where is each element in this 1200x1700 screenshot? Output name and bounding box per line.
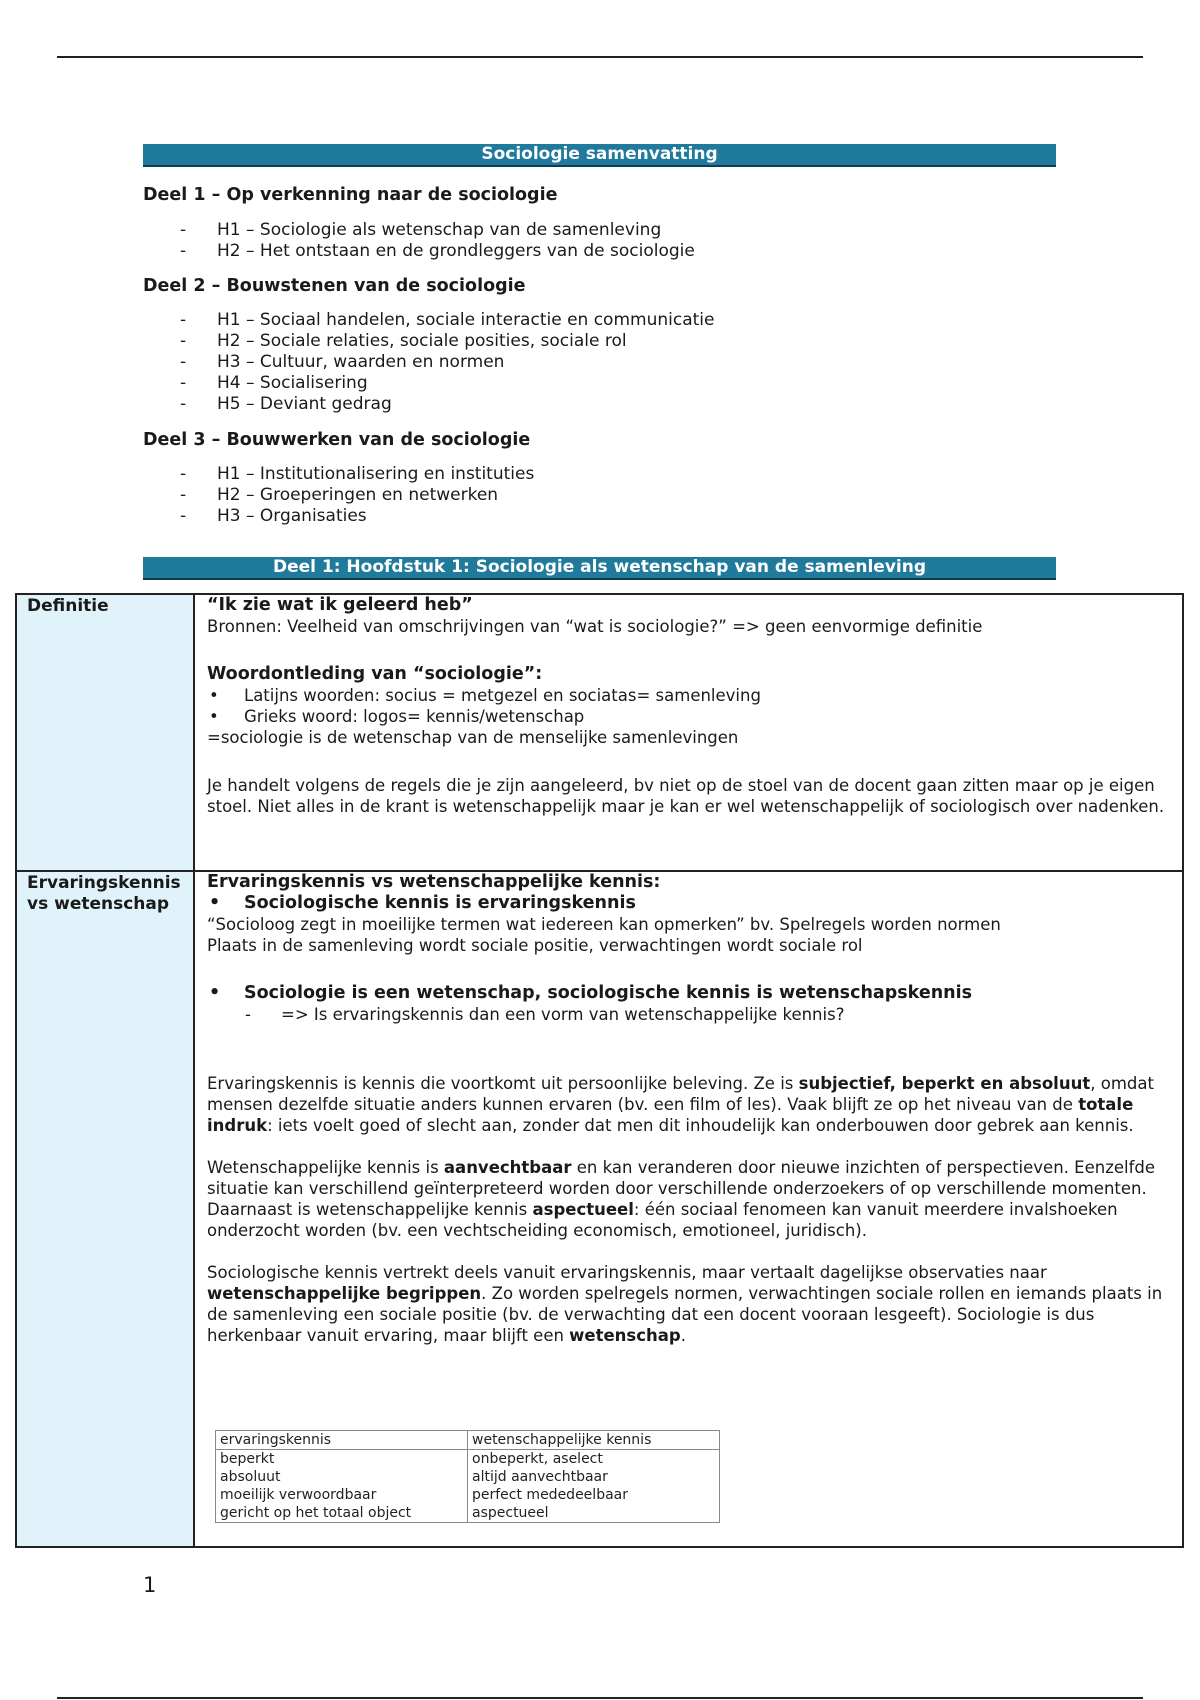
table-cell: aspectueel [468, 1504, 720, 1523]
toc-part-1: Deel 1 – Op verkenning naar de sociologie [143, 185, 558, 205]
comparison-table [215, 1430, 720, 1523]
toc-item: - H1 – Institutionalisering en instituties [143, 464, 1056, 485]
table-cell: altijd aanvechtbaar [468, 1468, 720, 1486]
row-label-definitie: Definitie [17, 595, 195, 870]
toc-item: - H4 – Socialisering [143, 373, 1056, 394]
definition-sources: Bronnen: Veelheid van omschrijvingen van “wat is sociologie?” => geen eenvormige definitie [207, 617, 983, 636]
experience-paragraph-1: Ervaringskennis is kennis die voortkomt uit persoonlijke beleving. Ze is subjectief, beperkt en absoluut, omdat mensen dezelfde situatie anders kunnen ervaren (bv. een film of les). Vaak blijft ze op het niveau van de totale indruk: iets voelt goed of slecht aan, zonder dat men dit inhoudelijk kan onderbouwen door gebrek aan kennis. [207, 1074, 1154, 1135]
toc-item: - H3 – Cultuur, waarden en normen [143, 352, 1056, 373]
word-analysis-bullet: • Latijns woorden: socius = metgezel en sociatas= samenleving [207, 685, 1172, 706]
experience-bullet-1: • Sociologische kennis is ervaringskennis [207, 893, 1172, 914]
definition-quote: “Ik zie wat ik geleerd heb” [207, 595, 473, 615]
experience-bullet-2: • Sociologie is een wetenschap, sociologische kennis is wetenschapskennis [207, 983, 1172, 1004]
table-header: wetenschappelijke kennis [468, 1431, 720, 1450]
footer-rule [57, 1697, 1143, 1699]
toc-item: - H5 – Deviant gedrag [143, 394, 1056, 415]
definition-content [197, 595, 1182, 817]
experience-paragraph-2: Wetenschappelijke kennis is aanvechtbaar en kan veranderen door nieuwe inzichten of perspectieven. Eenzelfde situatie kan verschillend geïnterpreteerd worden door verschillende onderzoekers of op verschillende momenten. Daarnaast is wetenschappelijke kennis aspectueel: één sociaal fenomeen kan vanuit meerdere invalshoeken onderzocht worden (bv. een vechtscheiding economisch, emotioneel, juridisch). [207, 1158, 1156, 1240]
table-cell: absoluut [216, 1468, 468, 1486]
row-label-ervaringskennis: Ervaringskennis vs wetenschap [17, 872, 195, 1546]
word-analysis-heading: Woordontleding van “sociologie”: [207, 664, 543, 684]
experience-paragraph-3: Sociologische kennis vertrekt deels vanuit ervaringskennis, maar vertaalt dagelijkse observaties naar wetenschappelijke begrippen. Zo worden spelregels normen, verwachtingen sociale rollen en iemands plaats in de samenleving een sociale positie (bv. de verwachting dat een docent vooraan lesgeeft). Sociologie is dus herkenbaar vanuit ervaring, maar blijft een wetenschap. [207, 1263, 1163, 1345]
experience-line-2: Plaats in de samenleving wordt sociale positie, verwachtingen wordt sociale rol [207, 936, 863, 955]
toc-part-2: Deel 2 – Bouwstenen van de sociologie [143, 276, 526, 296]
experience-heading: Ervaringskennis vs wetenschappelijke kennis: [207, 872, 661, 892]
toc-part-3: Deel 3 – Bouwwerken van de sociologie [143, 430, 531, 450]
table-cell: onbeperkt, aselect [468, 1450, 720, 1469]
toc-item: - H2 – Sociale relaties, sociale posities, sociale rol [143, 331, 1056, 352]
table-of-contents [143, 184, 1056, 527]
experience-line-1: “Socioloog zegt in moeilijke termen wat iedereen kan opmerken” bv. Spelregels worden normen [207, 915, 1001, 934]
document-title: Sociologie samenvatting [143, 144, 1056, 167]
toc-item: - H3 – Organisaties [143, 506, 1056, 527]
word-analysis-bullet: • Grieks woord: logos= kennis/wetenschap [207, 706, 1172, 727]
toc-item: - H1 – Sociologie als wetenschap van de samenleving [143, 220, 1056, 241]
table-cell: perfect mededeelbaar [468, 1486, 720, 1504]
definition-paragraph: Je handelt volgens de regels die je zijn aangeleerd, bv niet op de stoel van de docent gaan zitten maar op je eigen stoel. Niet alles in de krant is wetenschappelijk maar je kan er wel wetenschappelijk of sociologisch over nadenken. [207, 776, 1165, 816]
table-cell: moeilijk verwoordbaar [216, 1486, 468, 1504]
definition-conclusion: =sociologie is de wetenschap van de menselijke samenlevingen [207, 728, 739, 747]
toc-item: - H2 – Groeperingen en netwerken [143, 485, 1056, 506]
experience-question: - => Is ervaringskennis dan een vorm van wetenschappelijke kennis? [207, 1004, 1172, 1025]
experience-content [197, 872, 1182, 1346]
table-cell: gericht op het totaal object [216, 1504, 468, 1523]
table-cell: beperkt [216, 1450, 468, 1469]
toc-item: - H2 – Het ontstaan en de grondleggers van de sociologie [143, 241, 1056, 262]
table-header: ervaringskennis [216, 1431, 468, 1450]
chapter-banner: Deel 1: Hoofdstuk 1: Sociologie als wetenschap van de samenleving [143, 557, 1056, 580]
definition-row [15, 593, 1184, 872]
header-rule [57, 56, 1143, 58]
toc-item: - H1 – Sociaal handelen, sociale interactie en communicatie [143, 310, 1056, 331]
page-number: 1 [143, 1573, 157, 1597]
